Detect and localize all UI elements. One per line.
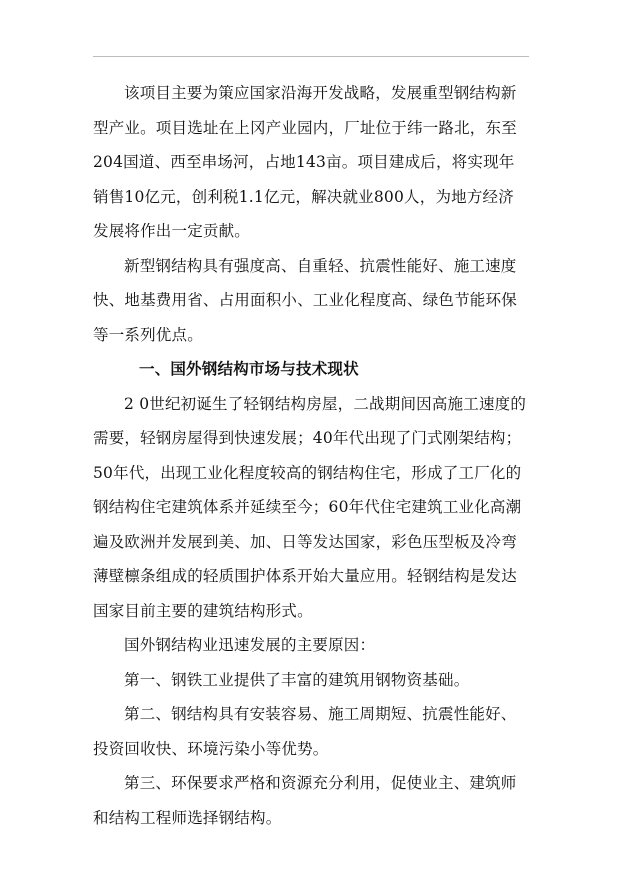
section-paragraph-reasons-intro: 国外钢结构业迅速发展的主要原因： xyxy=(124,636,376,654)
section-paragraph-reason-2: 第二、钢结构具有安装容易、施工周期短、抗震性能好、投资回收快、环境污染小等优势。 xyxy=(93,705,517,758)
intro-paragraph-2: 新型钢结构具有强度高、自重轻、抗震性能好、施工速度快、地基费用省、占用面积小、工业化程度高、绿色节能环保等一系列优点。 xyxy=(93,256,517,344)
header-rule xyxy=(93,56,529,57)
section-heading: 一、国外钢结构市场与技术现状 xyxy=(139,360,359,378)
section-paragraph-history: 2 0世纪初诞生了轻钢结构房屋，二战期间因高施工速度的需要，轻钢房屋得到快速发展；40年代出现了门式刚架结构；50年代，出现工业化程度较高的钢结构住宅，形成了工厂化的钢结构住宅建筑体系并延续至今；60年代住宅建筑工业化高潮遍及欧洲并发展到美、加、日等发达国家，彩色压型板及冷弯薄壁檩条组成的轻质围护体系开始大量应用。轻钢结构是发达国家目前主要的建筑结构形式。 xyxy=(93,394,527,620)
document-body xyxy=(93,76,529,835)
intro-paragraph-1: 该项目主要为策应国家沿海开发战略，发展重型钢结构新型产业。项目选址在上冈产业园内，厂址位于纬一路北，东至204国道、西至串场河，占地143亩。项目建成后，将实现年销售10亿元，创利税1.1亿元，解决就业800人，为地方经济发展将作出一定贡献。 xyxy=(93,84,517,240)
section-paragraph-reason-1: 第一、钢铁工业提供了丰富的建筑用钢物资基础。 xyxy=(124,670,470,689)
section-paragraph-reason-3: 第三、环保要求严格和资源充分利用，促使业主、建筑师和结构工程师选择钢结构。 xyxy=(93,774,517,827)
